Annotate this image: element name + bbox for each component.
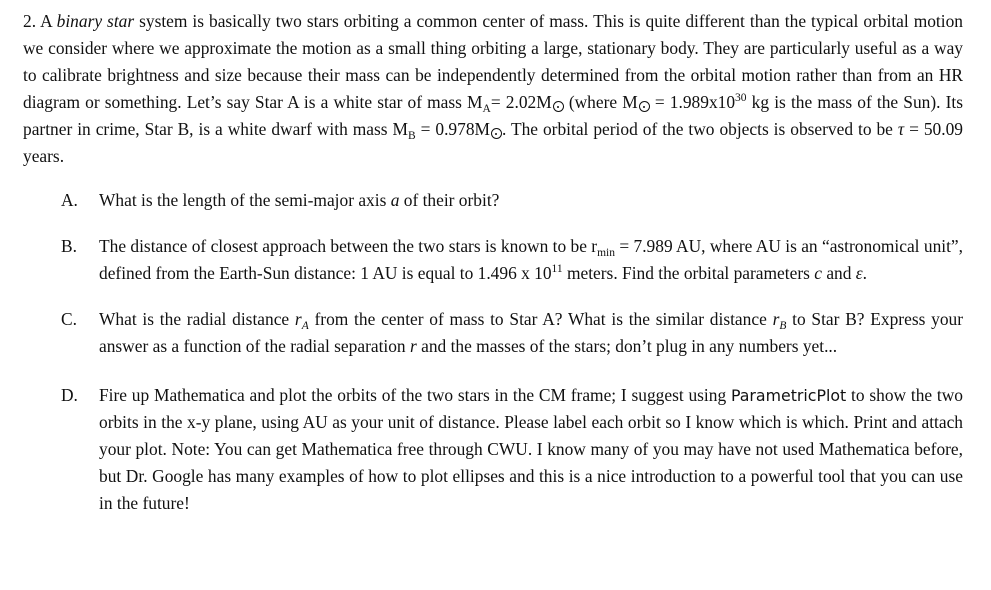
question-text: meters. Find the orbital parameters [562,263,815,283]
sun-symbol-icon [639,101,650,112]
question-text: to show the two orbits in the x-y plane, using AU as your unit of distance. Please label each orbit so I know which is which. Print and attach your plot. Note: You can get Mathematica free through CWU. I know many of you may have not used Mathematica before, but Dr. Google has many examples of how to plot ellipses and this is a nice introduction to a powerful tool that you can use in the future! [99,385,963,513]
question-d [23,382,963,517]
subscript-b: B [779,320,787,332]
question-label: B. [61,236,77,256]
intro-italic-term: binary star [56,11,135,31]
math-var: ε [855,263,863,283]
question-text: = 7.989 AU, where AU is an “astronomical unit”, defined from the Earth-Sun distance: 1 AU is equal to 1.496 x 10 [99,236,964,283]
question-text: from the center of mass to Star A? What is the similar distance [308,309,773,329]
subscript-min: min [597,247,615,259]
question-text: What is the radial distance [99,309,295,329]
intro-text: system is basically two stars orbiting a common center of mass. This is quite different than the typical orbital motion we consider where we approximate the motion as a small thing orbiting a large, stationary body. They are particularly useful as a way to calibrate brightness and size because their mass can be independently determined from the orbital motion rather than from an HR diagram or something. Let’s say Star A is a white star of mass M [23,11,963,112]
sun-symbol-icon [491,128,502,139]
question-c [23,306,963,360]
question-text: The distance of closest approach between the two stars is known to be r [99,236,598,256]
subscript-a: A [482,103,491,115]
subscript-b: B [407,130,416,142]
math-var: r [294,309,302,329]
code-term: ParametricPlot [730,386,847,405]
question-text: . [862,263,867,283]
subscript-a: A [301,320,309,332]
sun-symbol-icon [553,101,564,112]
question-list [23,187,963,517]
superscript-exponent: 30 [735,92,747,104]
superscript-exponent: 11 [551,263,563,275]
math-var: a [390,190,400,210]
intro-text: = 1.989x10 [649,92,736,112]
question-text: Fire up Mathematica and plot the orbits of the two stars in the CM frame; I suggest using [99,385,731,405]
question-text: to Star B? Express your answer as a function of the radial separation [99,309,963,356]
question-text: of their orbit? [399,190,500,210]
question-text: and the masses of the stars; don’t plug in any numbers yet... [416,336,838,356]
question-label: A. [61,190,78,210]
intro-text: kg is the mass of the Sun). Its partner in crime, Star B, is a white dwarf with mass M [23,92,964,139]
question-label: D. [61,385,78,405]
math-var: r [409,336,417,356]
question-text: What is the length of the semi-major axis [99,190,391,210]
intro-text: = 50.09 years. [23,119,963,166]
math-var: c [814,263,822,283]
problem-page [23,8,963,536]
problem-intro [23,8,963,170]
intro-text: = 0.978M [415,119,490,139]
intro-text: = 2.02M [490,92,552,112]
intro-text: (where M [563,92,638,112]
question-a [23,187,963,214]
math-var: r [772,309,780,329]
tau-symbol: τ [897,119,905,139]
intro-text: . The orbital period of the two objects is observed to be [501,119,898,139]
intro-text: 2. A [23,11,57,31]
question-b [23,233,963,287]
question-label: C. [61,309,77,329]
question-text: and [821,263,856,283]
